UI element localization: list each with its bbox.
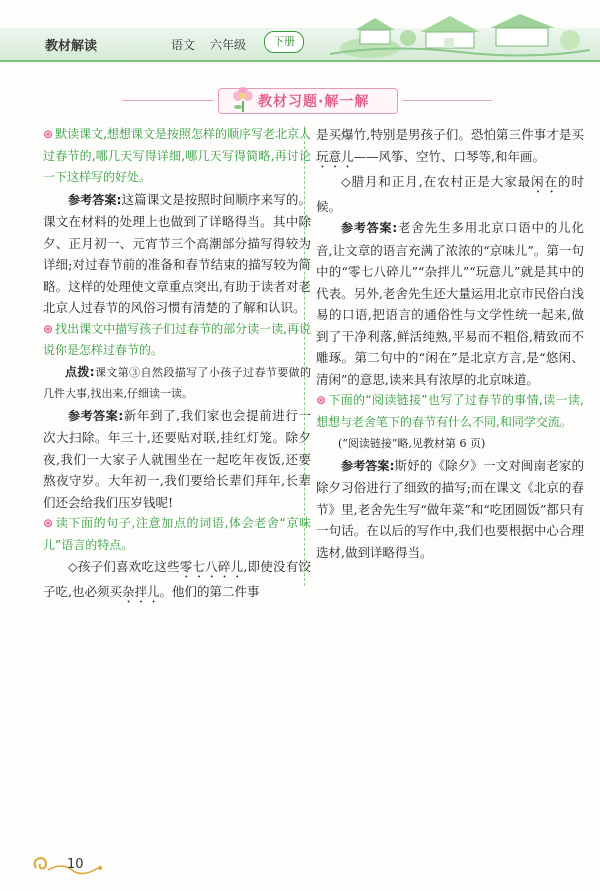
section-title: 教材习题·解一解 (258, 94, 370, 110)
question-marker-icon: ⊛ (43, 321, 54, 336)
emphasized-word: 零七八碎儿 (179, 559, 244, 574)
answer-4 (316, 455, 584, 564)
question-4 (316, 390, 584, 433)
answer-label: 参考答案: (341, 221, 398, 235)
left-column (43, 124, 311, 606)
emphasized-word: 玩意儿 (316, 148, 354, 164)
village-illustration (330, 10, 590, 62)
volume-badge: 下册 (264, 31, 304, 53)
grade-label: 六年级 (210, 38, 247, 52)
answer-3 (316, 217, 584, 390)
question-2-text: 找出课文中描写孩子们过春节的部分读一读,再说说你是怎样过春节的。 (43, 321, 311, 357)
question-3-text: 读下面的句子,注意加点的词语,体会老舍“京味儿”语言的特点。 (43, 516, 311, 552)
question-4-text: 下面的“阅读链接”也写了过春节的事情,读一读,想想与老舍笔下的春节有什么不同,和同学交流。 (316, 393, 584, 429)
right-column (316, 124, 584, 563)
sentence-text: 的时候。 (316, 173, 584, 214)
answer-2 (43, 405, 311, 514)
section-heading (218, 88, 398, 114)
page-number: 10 (67, 857, 84, 872)
sentence-text: 。他们的第二件事 (159, 584, 260, 599)
example-sentence-1-cont (316, 124, 584, 171)
sentence-text: ◇孩子们喜欢吃这些 (68, 559, 180, 574)
question-3 (43, 513, 311, 556)
sentence-text: ◇腊月和正月,在农村正是大家最 (341, 173, 532, 189)
question-marker-icon: ⊛ (43, 127, 54, 141)
question-1 (43, 124, 311, 189)
hint (43, 362, 311, 405)
question-2 (43, 319, 311, 362)
section-rule-right (402, 100, 492, 101)
example-sentence-2 (316, 171, 584, 218)
emphasized-word: 杂拌儿 (121, 584, 160, 599)
sentence-text: 是买爆竹,特别是男孩子们。恐怕第三件事才是买 (316, 127, 584, 142)
answer-label: 参考答案: (68, 408, 124, 423)
sentence-text: ,即使没有饺子吃,也必须买 (43, 559, 311, 599)
question-1-text: 默读课文,想想课文是按照怎样的顺序写老北京人过春节的,哪几天写得详细,哪几天写得简略,再讨论一下这样写的好处。 (43, 127, 311, 184)
hint-label: 点拨: (65, 364, 95, 379)
reading-link-note: (“阅读链接”略,见教材第 6 页) (338, 437, 486, 450)
answer-1-text: 这篇课文是按照时间顺序来写的。课文在材料的处理上也做到了详略得当。其中除夕、正月初一、元宵节三个高潮部分描写得较为详细;对过春节前的准备和春节结束的描写较为简略。这样的处理使文章重点突出,有助于读者对老北京人过春节的风俗习惯有清楚的了解和认识。 (43, 191, 311, 315)
answer-label: 参考答案: (68, 192, 122, 207)
answer-4-text: 斯妤的《除夕》一文对闽南老家的除夕习俗进行了细致的描写;而在课文《北京的春节》里,老舍先生写“做年菜”和“吃团圆饭”都只有一句话。在以后的写作中,我们也要根据中心合理选材,做到详略得当。 (316, 457, 584, 560)
question-marker-icon: ⊛ (316, 393, 327, 407)
flower-icon (230, 82, 256, 112)
answer-1 (43, 189, 311, 319)
emphasized-word: 闲在 (531, 173, 559, 189)
book-title: 教材解读 (45, 39, 98, 54)
hint-text: 课文第③自然段描写了小孩子过春节要做的几件大事,找出来,仔细读一读。 (43, 365, 312, 400)
sentence-text: ——风筝、空竹、口琴等,和年画。 (353, 148, 545, 164)
page-header (0, 0, 600, 62)
answer-3-text: 老舍先生多用北京口语中的儿化音,让文章的语言充满了浓浓的“京味儿”。第一句中的“零七八碎儿”“杂拌儿”“玩意儿”就是其中的代表。另外,老舍先生还大量运用北京市民俗白浅易的口语,把语言的通俗性与文学性统一起来,做到了干净利落,鲜活纯熟,平易而不粗俗,精致而不雕琢。第二句中的“闲在”是北京方言,是“悠闲、清闲”的意思,读来具有浓厚的北京味道。 (316, 220, 584, 387)
section-rule-left (122, 100, 214, 101)
example-sentence-1 (43, 556, 311, 606)
subject-label: 语文 (171, 38, 196, 52)
question-marker-icon: ⊛ (43, 516, 54, 530)
answer-label: 参考答案: (341, 458, 395, 473)
answer-2-text: 新年到了,我们家也会提前进行一次大扫除。年三十,还要贴对联,挂红灯笼。除夕夜,我们一大家子人就围坐在一起吃年夜饭,还要熬夜守岁。大年初一,我们要给长辈们拜年,长辈们还会给我们压岁钱呢! (43, 407, 311, 510)
